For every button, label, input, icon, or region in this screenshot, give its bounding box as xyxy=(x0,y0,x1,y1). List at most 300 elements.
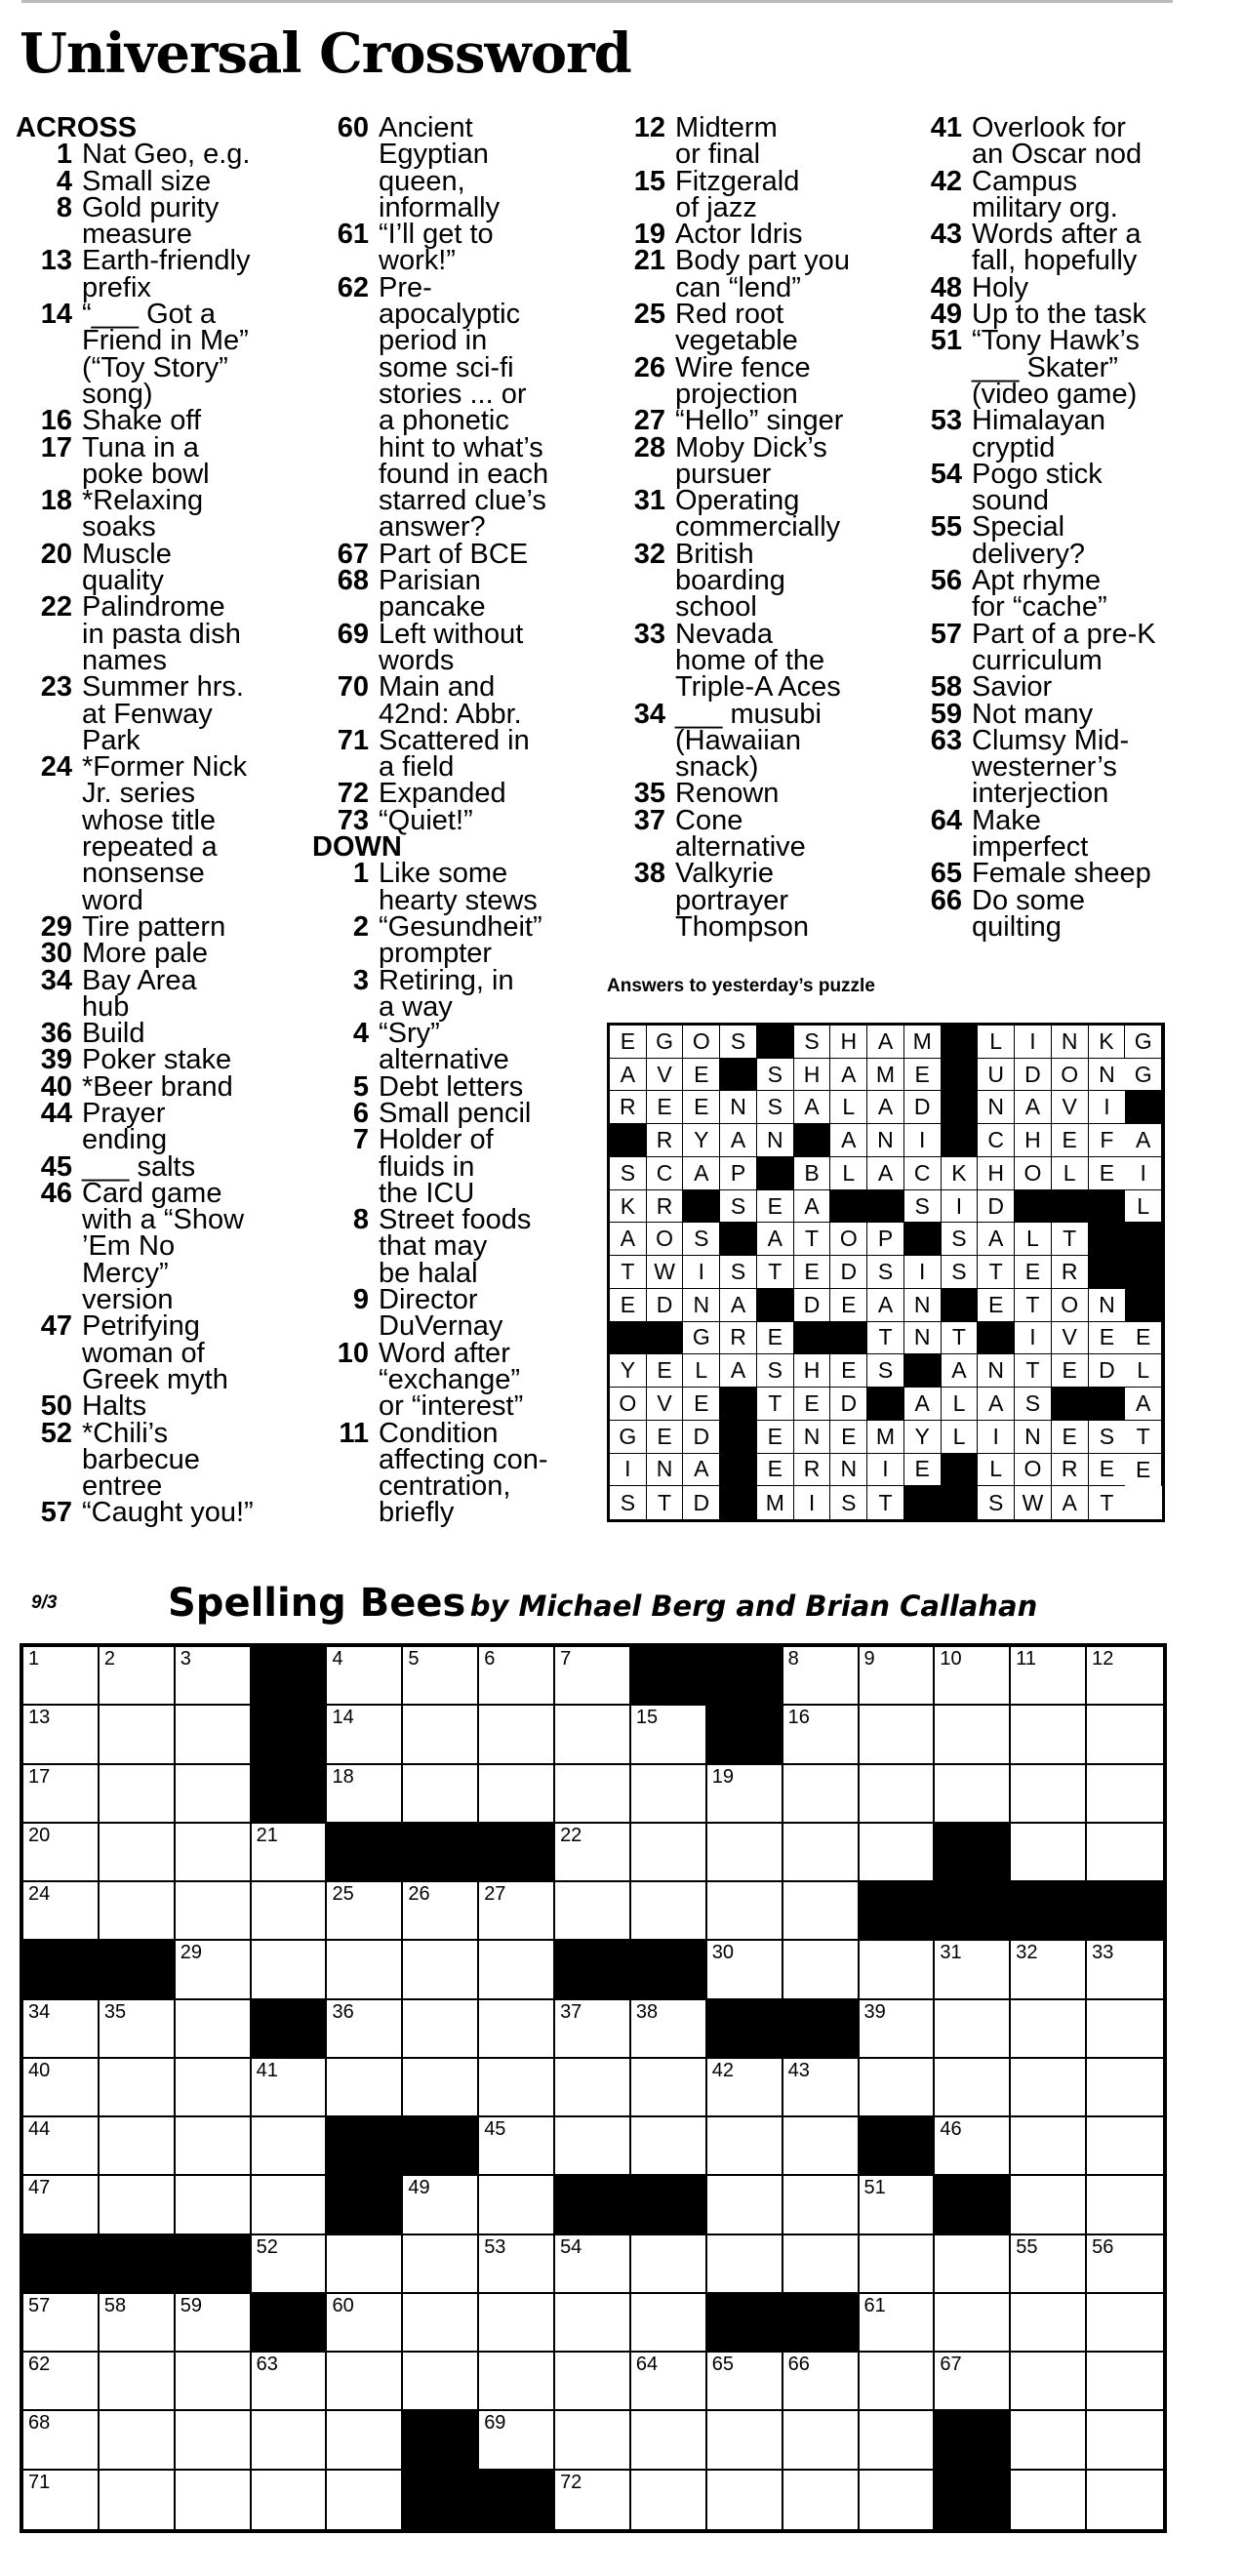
answer-cell: D xyxy=(1015,1059,1052,1092)
grid-cell[interactable] xyxy=(100,2176,176,2234)
clue-number: 43 xyxy=(930,219,962,251)
grid-cell[interactable] xyxy=(327,2411,403,2470)
grid-cell[interactable] xyxy=(176,2117,252,2176)
clue-line: answer? xyxy=(379,511,486,543)
clue-number: 26 xyxy=(633,351,665,383)
grid-cell[interactable] xyxy=(403,2059,479,2117)
clue xyxy=(609,618,921,704)
grid-cell[interactable] xyxy=(783,2176,860,2234)
grid-cell[interactable] xyxy=(860,1706,936,1764)
grid-cell[interactable] xyxy=(403,1941,479,1999)
clue-number: 69 xyxy=(337,618,369,650)
grid-cell[interactable] xyxy=(176,1824,252,1882)
grid-cell[interactable] xyxy=(23,2353,100,2411)
clue-number: 57 xyxy=(930,618,962,650)
clue xyxy=(312,1018,615,1076)
grid-cell[interactable] xyxy=(479,2294,555,2353)
grid-cell[interactable] xyxy=(403,1765,479,1824)
grid-cell[interactable] xyxy=(631,2117,707,2176)
clue-text xyxy=(972,325,1237,410)
grid-cell[interactable] xyxy=(555,1765,631,1824)
grid-cell[interactable] xyxy=(176,2411,252,2470)
grid-cell[interactable] xyxy=(100,2294,176,2353)
clue-text xyxy=(379,1097,615,1129)
clue-line: vegetable xyxy=(675,325,798,357)
grid-cell[interactable] xyxy=(1011,2471,1087,2529)
grid-cell[interactable] xyxy=(252,2117,328,2176)
grid-cell[interactable] xyxy=(327,2235,403,2294)
grid-cell[interactable] xyxy=(23,1706,100,1764)
grid-cell[interactable] xyxy=(935,2235,1011,2294)
cell-number: 55 xyxy=(1016,2235,1038,2258)
clue-line: Expanded xyxy=(379,778,506,810)
grid-cell[interactable] xyxy=(479,1941,555,1999)
clue-number: 70 xyxy=(337,671,369,704)
grid-cell[interactable] xyxy=(327,1941,403,1999)
grid-cell[interactable] xyxy=(707,2176,783,2234)
grid-cell[interactable] xyxy=(403,2353,479,2411)
clue-text xyxy=(82,299,318,410)
clue-line: ___ salts xyxy=(82,1150,196,1183)
grid-cell[interactable] xyxy=(783,1765,860,1824)
grid-cell[interactable] xyxy=(1011,2235,1087,2294)
clue-text xyxy=(82,485,318,543)
clue-line: prefix xyxy=(82,271,151,303)
grid-cell[interactable] xyxy=(631,1706,707,1764)
grid-cell[interactable] xyxy=(860,1647,936,1706)
grid-cell[interactable] xyxy=(935,2294,1011,2353)
grid-cell[interactable] xyxy=(1087,1706,1163,1764)
answer-cell: R xyxy=(720,1322,757,1355)
grid-cell[interactable] xyxy=(860,2353,936,2411)
grid-cell[interactable] xyxy=(252,2059,328,2117)
grid-cell[interactable] xyxy=(176,2471,252,2529)
clue-line: Overlook for xyxy=(972,112,1126,143)
black-square xyxy=(707,2000,783,2059)
grid-cell[interactable] xyxy=(631,1765,707,1824)
grid-cell[interactable] xyxy=(1011,1647,1087,1706)
clue-line: apocalyptic xyxy=(379,299,521,331)
grid-cell[interactable] xyxy=(783,1706,860,1764)
puzzle-date: 9/3 xyxy=(31,1592,58,1613)
clues-column-3 xyxy=(609,112,921,943)
clue xyxy=(609,351,921,410)
clue-text xyxy=(379,964,615,1023)
grid-cell[interactable] xyxy=(100,1765,176,1824)
grid-cell[interactable] xyxy=(100,1882,176,1941)
grid-cell[interactable] xyxy=(176,1882,252,1941)
black-square xyxy=(707,2294,783,2353)
clue-line: “Hello” singer xyxy=(675,405,844,437)
grid-cell[interactable] xyxy=(935,2353,1011,2411)
clue-line: Thompson xyxy=(675,910,810,943)
answer-cell: E xyxy=(904,1454,942,1487)
clue xyxy=(16,1417,318,1503)
grid-cell[interactable] xyxy=(555,2471,631,2529)
grid-cell[interactable] xyxy=(935,2059,1011,2117)
grid-cell[interactable] xyxy=(935,1647,1011,1706)
grid-cell[interactable] xyxy=(1087,2353,1163,2411)
grid-cell[interactable] xyxy=(707,1824,783,1882)
grid-cell[interactable] xyxy=(783,2411,860,2470)
clue-text xyxy=(972,221,1237,275)
clue xyxy=(609,299,921,357)
answer-cell: O xyxy=(1015,1157,1052,1190)
grid-cell[interactable] xyxy=(631,2000,707,2059)
clue-text xyxy=(82,245,318,303)
grid-cell[interactable] xyxy=(707,2059,783,2117)
black-square xyxy=(935,2411,1011,2470)
grid-cell[interactable] xyxy=(631,2353,707,2411)
grid-cell[interactable] xyxy=(252,2176,328,2234)
grid-cell[interactable] xyxy=(555,2235,631,2294)
grid-cell[interactable] xyxy=(860,2471,936,2529)
grid-cell[interactable] xyxy=(252,2471,328,2529)
grid-cell[interactable] xyxy=(100,1647,176,1706)
grid-cell[interactable] xyxy=(23,1647,100,1706)
clue-line: Clumsy Mid- xyxy=(972,724,1130,756)
grid-cell[interactable] xyxy=(860,2176,936,2234)
grid-cell[interactable] xyxy=(100,1706,176,1764)
grid-cell[interactable] xyxy=(1087,2000,1163,2059)
clue-line: “Quiet!” xyxy=(379,804,473,836)
cell-number: 68 xyxy=(28,2412,51,2435)
grid-cell[interactable] xyxy=(327,1882,403,1941)
grid-cell[interactable] xyxy=(327,1765,403,1824)
grid-cell[interactable] xyxy=(555,1647,631,1706)
answer-cell: T xyxy=(867,1322,904,1355)
grid-cell[interactable] xyxy=(403,2000,479,2059)
cell-number: 15 xyxy=(635,1707,659,1729)
grid-cell[interactable] xyxy=(631,2235,707,2294)
grid-cell[interactable] xyxy=(631,1824,707,1882)
grid-cell[interactable] xyxy=(631,2411,707,2470)
grid-cell[interactable] xyxy=(555,1824,631,1882)
grid-cell[interactable] xyxy=(707,1765,783,1824)
clue xyxy=(312,804,615,836)
clue-text xyxy=(379,724,615,784)
clue-text xyxy=(379,1417,615,1529)
cell-number: 20 xyxy=(28,1824,51,1846)
clue-line: alternative xyxy=(675,831,806,864)
grid-cell[interactable] xyxy=(479,2117,555,2176)
puzzle-byline: by Michael Berg and Brian Callahan xyxy=(469,1590,1038,1623)
grid-cell[interactable] xyxy=(707,1882,783,1941)
clue-text xyxy=(82,165,318,197)
grid-cell[interactable] xyxy=(403,1647,479,1706)
grid-cell[interactable] xyxy=(1087,2235,1163,2294)
answer-cell: A xyxy=(1125,1124,1162,1157)
clue-number: 39 xyxy=(40,1044,72,1076)
grid-cell[interactable] xyxy=(783,2353,860,2411)
grid-cell[interactable] xyxy=(479,2059,555,2117)
clue xyxy=(905,565,1237,624)
grid-cell[interactable] xyxy=(100,2353,176,2411)
grid-cell[interactable] xyxy=(403,1882,479,1941)
grid-cell[interactable] xyxy=(176,1706,252,1764)
clue-line: alternative xyxy=(379,1044,509,1076)
grid-cell[interactable] xyxy=(783,2117,860,2176)
grid-cell[interactable] xyxy=(783,2059,860,2117)
grid-cell[interactable] xyxy=(555,2353,631,2411)
answer-cell: K xyxy=(942,1157,979,1190)
grid-cell[interactable] xyxy=(783,1941,860,1999)
grid-cell[interactable] xyxy=(1011,1941,1087,1999)
grid-cell[interactable] xyxy=(707,2411,783,2470)
grid-cell[interactable] xyxy=(1087,2471,1163,2529)
grid-cell[interactable] xyxy=(176,2176,252,2234)
clue-line: (Hawaiian xyxy=(675,724,801,756)
black-square xyxy=(403,2471,479,2529)
grid-cell[interactable] xyxy=(23,1882,100,1941)
answer-cell: S xyxy=(683,1223,720,1256)
clue xyxy=(609,538,921,624)
grid-cell[interactable] xyxy=(631,2294,707,2353)
clue-line: period in xyxy=(379,325,488,357)
clue-text xyxy=(379,858,615,916)
answer-cell: I xyxy=(610,1454,647,1487)
grid-cell[interactable] xyxy=(1011,2000,1087,2059)
clue-number: 23 xyxy=(40,671,72,704)
clue-line: westerner’s xyxy=(972,751,1117,784)
cell-number: 12 xyxy=(1092,1648,1114,1670)
grid-cell[interactable] xyxy=(1011,1765,1087,1824)
grid-cell[interactable] xyxy=(23,1824,100,1882)
clue-line: Gold purity xyxy=(82,191,220,223)
grid-cell[interactable] xyxy=(100,2059,176,2117)
grid-cell[interactable] xyxy=(403,2235,479,2294)
clue-number: 49 xyxy=(930,299,962,331)
answer-cell: A xyxy=(610,1059,647,1092)
grid-cell[interactable] xyxy=(1087,2117,1163,2176)
cell-number: 3 xyxy=(180,1648,191,1670)
grid-cell[interactable] xyxy=(1087,1824,1163,1882)
grid-cell[interactable] xyxy=(860,2411,936,2470)
grid-cell[interactable] xyxy=(1011,2117,1087,2176)
clue-number: 66 xyxy=(930,884,962,916)
grid-cell[interactable] xyxy=(479,2411,555,2470)
grid-cell[interactable] xyxy=(100,1824,176,1882)
clue-line: woman of xyxy=(82,1337,205,1369)
grid-cell[interactable] xyxy=(479,2000,555,2059)
grid-cell[interactable] xyxy=(783,2471,860,2529)
grid-cell[interactable] xyxy=(100,2117,176,2176)
cell-number: 11 xyxy=(1016,1648,1037,1670)
grid-cell[interactable] xyxy=(176,1941,252,1999)
grid-cell[interactable] xyxy=(707,2353,783,2411)
clue-number: 46 xyxy=(40,1177,72,1209)
grid-cell[interactable] xyxy=(1011,2411,1087,2470)
grid-cell[interactable] xyxy=(403,2176,479,2234)
clue-text xyxy=(82,671,318,756)
top-rule xyxy=(21,0,1173,3)
answer-cell: S xyxy=(830,1486,867,1519)
answer-cell: Y xyxy=(610,1354,647,1388)
clue-number: 9 xyxy=(352,1284,369,1316)
grid-cell[interactable] xyxy=(707,1941,783,1999)
grid-cell[interactable] xyxy=(252,2353,328,2411)
grid-cell[interactable] xyxy=(479,2235,555,2294)
grid-cell[interactable] xyxy=(327,2000,403,2059)
clue-text xyxy=(675,351,921,410)
answer-cell: L xyxy=(1015,1223,1052,1256)
grid-cell[interactable] xyxy=(860,1941,936,1999)
answer-cell: O xyxy=(1052,1059,1089,1092)
grid-cell[interactable] xyxy=(23,2059,100,2117)
grid-cell[interactable] xyxy=(23,2000,100,2059)
grid-cell[interactable] xyxy=(403,2294,479,2353)
grid-cell[interactable] xyxy=(479,1647,555,1706)
grid-cell[interactable] xyxy=(1087,2176,1163,2234)
black-square xyxy=(935,2176,1011,2234)
grid-cell[interactable] xyxy=(176,1765,252,1824)
grid-cell[interactable] xyxy=(1011,1824,1087,1882)
clue-text xyxy=(675,299,921,357)
grid-cell[interactable] xyxy=(252,1824,328,1882)
grid-cell[interactable] xyxy=(403,1706,479,1764)
grid-cell[interactable] xyxy=(555,2117,631,2176)
answer-cell: V xyxy=(647,1388,684,1421)
clue-line: “Sry” xyxy=(379,1018,440,1050)
grid-cell[interactable] xyxy=(479,1765,555,1824)
clue xyxy=(16,538,318,597)
grid-cell[interactable] xyxy=(176,2059,252,2117)
grid-cell[interactable] xyxy=(1011,2353,1087,2411)
clue-line: Pre- xyxy=(379,271,432,303)
answer-cell: Y xyxy=(904,1421,942,1454)
grid-cell[interactable] xyxy=(1011,2176,1087,2234)
grid-cell[interactable] xyxy=(252,1882,328,1941)
grid-cell[interactable] xyxy=(23,2471,100,2529)
clue-text xyxy=(379,1018,615,1076)
grid-cell[interactable] xyxy=(327,2294,403,2353)
grid-cell[interactable] xyxy=(252,2235,328,2294)
grid-cell[interactable] xyxy=(555,1706,631,1764)
grid-cell[interactable] xyxy=(327,2353,403,2411)
answer-black-square xyxy=(942,1486,979,1519)
grid-cell[interactable] xyxy=(1011,1706,1087,1764)
grid-cell[interactable] xyxy=(23,2294,100,2353)
grid-cell[interactable] xyxy=(555,2000,631,2059)
clue-number: 57 xyxy=(40,1497,72,1529)
grid-cell[interactable] xyxy=(860,2000,936,2059)
clue xyxy=(609,219,921,251)
grid-cell[interactable] xyxy=(935,1765,1011,1824)
grid-cell[interactable] xyxy=(935,2117,1011,2176)
clue-number: 33 xyxy=(633,618,665,650)
grid-cell[interactable] xyxy=(23,2176,100,2234)
clue-line: Petrifying xyxy=(82,1310,200,1343)
grid-cell[interactable] xyxy=(1087,1941,1163,1999)
clue xyxy=(16,1390,318,1423)
clue-text xyxy=(675,698,921,784)
answer-black-square xyxy=(830,1322,867,1355)
grid-cell[interactable] xyxy=(935,1706,1011,1764)
grid-cell[interactable] xyxy=(555,2294,631,2353)
grid-cell[interactable] xyxy=(176,2294,252,2353)
clue-number: 4 xyxy=(56,165,72,197)
clue xyxy=(16,1097,318,1156)
grid-cell[interactable] xyxy=(631,1882,707,1941)
black-square xyxy=(403,2411,479,2470)
clue-number: 47 xyxy=(40,1310,72,1343)
grid-cell[interactable] xyxy=(176,2353,252,2411)
answer-cell: O xyxy=(647,1223,684,1256)
grid-cell[interactable] xyxy=(631,2059,707,2117)
grid-cell[interactable] xyxy=(327,2471,403,2529)
grid-cell[interactable] xyxy=(479,2176,555,2234)
clue-text xyxy=(972,405,1237,463)
grid-cell[interactable] xyxy=(1087,1765,1163,1824)
grid-cell[interactable] xyxy=(860,1765,936,1824)
grid-cell[interactable] xyxy=(327,1647,403,1706)
grid-cell[interactable] xyxy=(555,1882,631,1941)
grid-cell[interactable] xyxy=(1087,2059,1163,2117)
grid-cell[interactable] xyxy=(479,2353,555,2411)
clue-number: 7 xyxy=(352,1124,369,1156)
grid-cell[interactable] xyxy=(176,2000,252,2059)
clue xyxy=(609,858,921,943)
grid-cell[interactable] xyxy=(100,2471,176,2529)
grid-cell[interactable] xyxy=(1011,2059,1087,2117)
clue-line: fluids in xyxy=(379,1150,475,1183)
grid-cell[interactable] xyxy=(176,1647,252,1706)
grid-cell[interactable] xyxy=(555,2059,631,2117)
grid-cell[interactable] xyxy=(252,2411,328,2470)
grid-cell[interactable] xyxy=(479,1882,555,1941)
clue-text xyxy=(972,165,1237,223)
grid-cell[interactable] xyxy=(23,2411,100,2470)
grid-cell[interactable] xyxy=(783,2235,860,2294)
grid-cell[interactable] xyxy=(707,2471,783,2529)
grid-cell[interactable] xyxy=(935,1941,1011,1999)
grid-cell[interactable] xyxy=(860,2059,936,2117)
grid-cell[interactable] xyxy=(252,1941,328,1999)
grid-cell[interactable] xyxy=(860,2294,936,2353)
grid-cell[interactable] xyxy=(1011,2294,1087,2353)
grid-cell[interactable] xyxy=(783,1824,860,1882)
answer-cell: M xyxy=(867,1421,904,1454)
answer-cell: D xyxy=(830,1388,867,1421)
grid-cell[interactable] xyxy=(479,1706,555,1764)
grid-cell[interactable] xyxy=(1087,1647,1163,1706)
grid-cell[interactable] xyxy=(555,2411,631,2470)
clue-number: 58 xyxy=(930,671,962,704)
grid-cell[interactable] xyxy=(707,2235,783,2294)
clue-line: word xyxy=(82,884,143,916)
grid-cell[interactable] xyxy=(631,2471,707,2529)
grid-cell[interactable] xyxy=(1087,2294,1163,2353)
grid-cell[interactable] xyxy=(935,2000,1011,2059)
grid-cell[interactable] xyxy=(100,2000,176,2059)
answer-cell: S xyxy=(720,1190,757,1224)
grid-cell[interactable] xyxy=(100,2411,176,2470)
cell-number: 47 xyxy=(28,2177,51,2199)
clue xyxy=(16,165,318,197)
grid-cell[interactable] xyxy=(327,2059,403,2117)
clue-line: Special xyxy=(972,511,1065,543)
grid-cell[interactable] xyxy=(783,1647,860,1706)
grid-cell[interactable] xyxy=(23,2117,100,2176)
grid-cell[interactable] xyxy=(23,1765,100,1824)
grid-cell[interactable] xyxy=(783,1882,860,1941)
answer-cell: U xyxy=(978,1059,1015,1092)
grid-cell[interactable] xyxy=(707,2117,783,2176)
grid-cell[interactable] xyxy=(1087,2411,1163,2470)
grid-cell[interactable] xyxy=(860,2235,936,2294)
grid-cell[interactable] xyxy=(860,1824,936,1882)
grid-cell[interactable] xyxy=(327,1706,403,1764)
